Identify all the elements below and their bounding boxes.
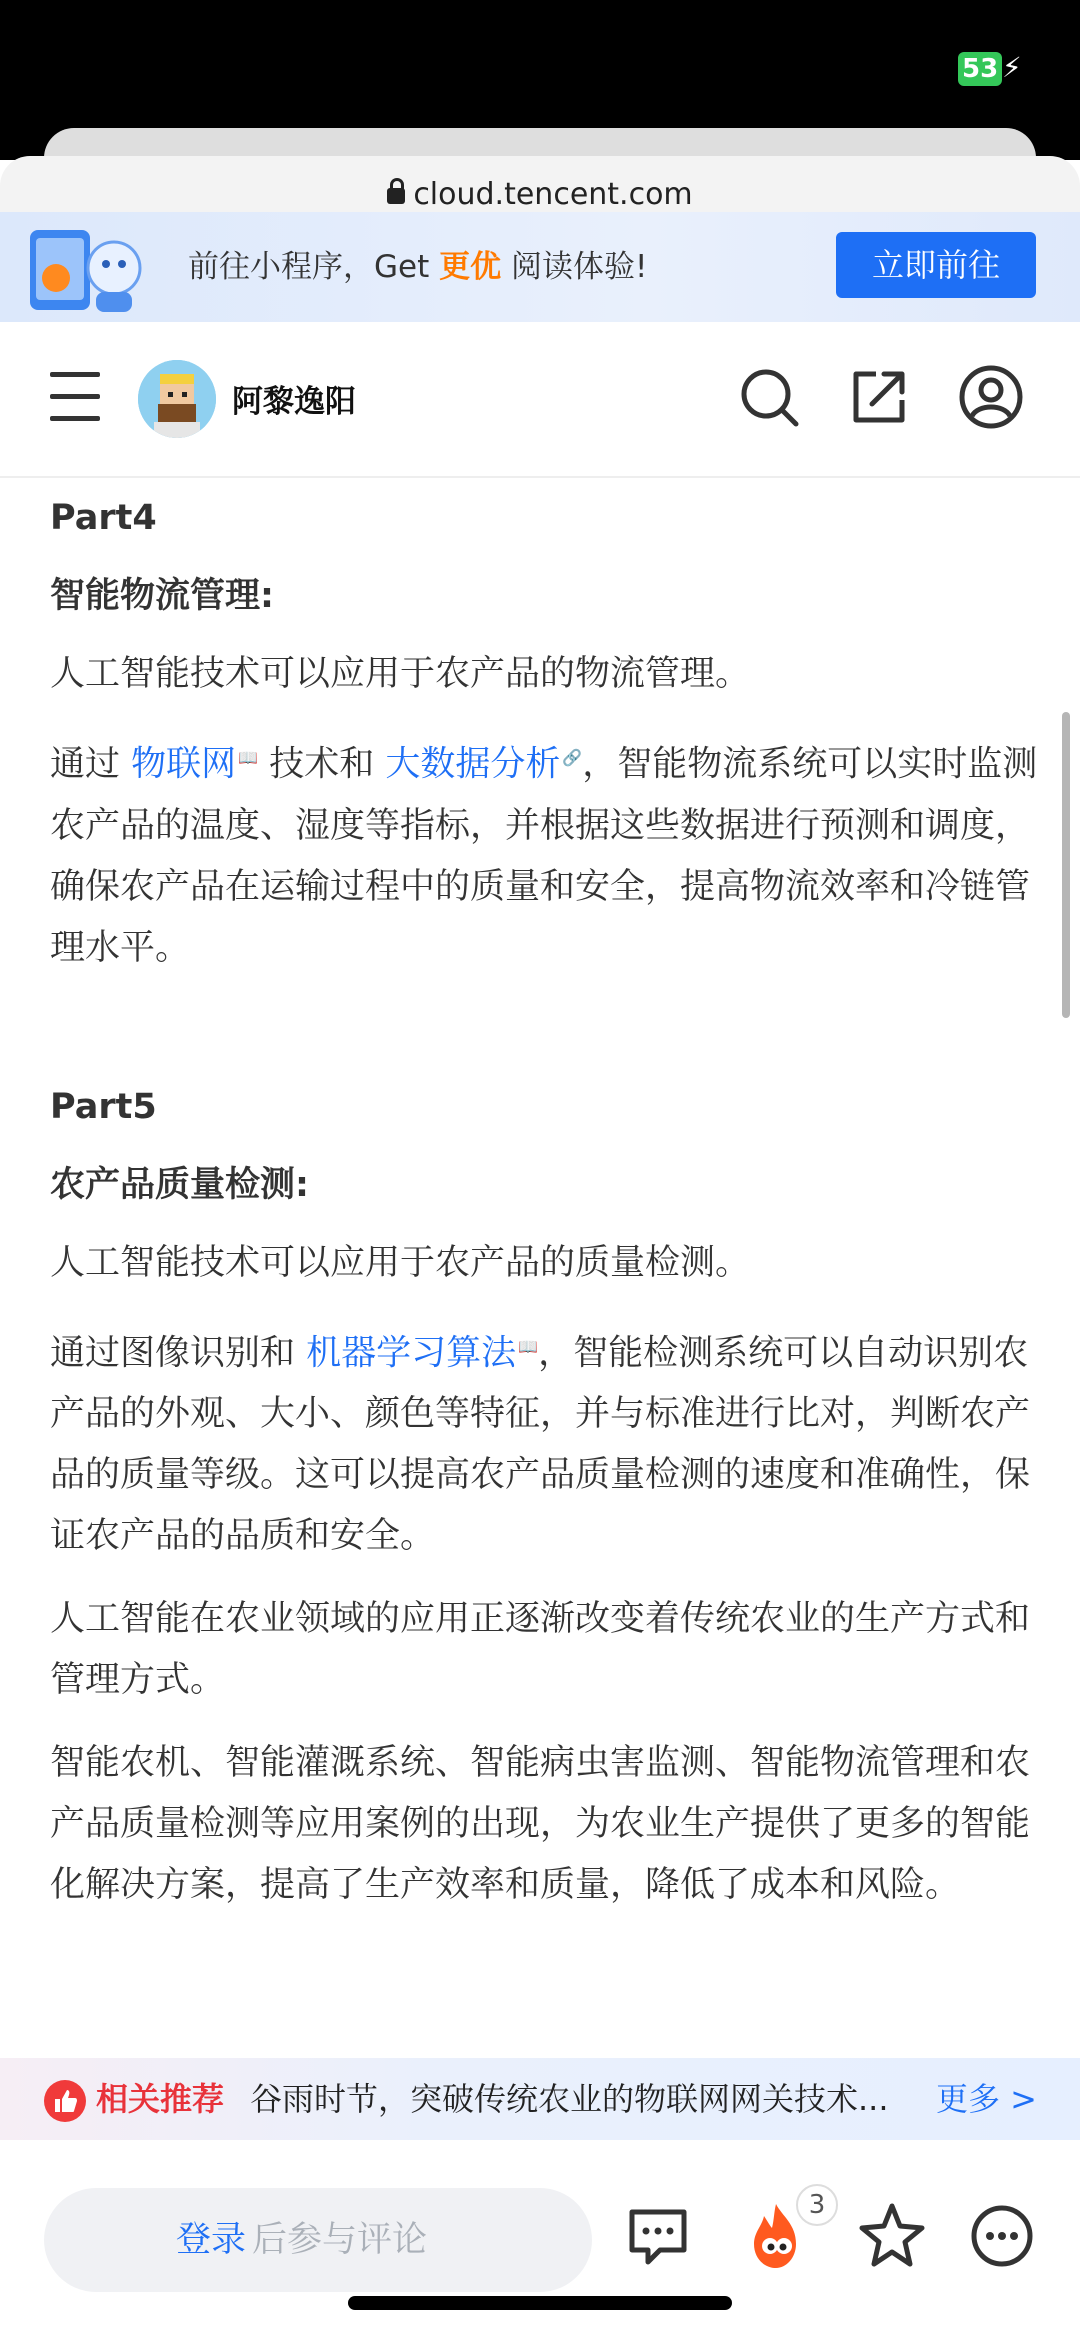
related-label: 相关推荐 <box>96 2080 225 2118</box>
paragraph: 人工智能技术可以应用于农产品的物流管理。 <box>50 654 751 694</box>
paragraph: 智能农机、智能灌溉系统、智能病虫害监测、智能物流管理和农产品质量检测等应用案例的出现，为农业生产提供了更多的智能化解决方案，提高了生产效率和质量，降低了成本和风险。 <box>50 1743 1031 1906</box>
search-icon[interactable] <box>736 364 802 430</box>
menu-icon[interactable] <box>50 372 102 424</box>
go-now-button[interactable]: 立即前往 <box>836 232 1036 298</box>
more-icon[interactable] <box>964 2198 1040 2274</box>
related-recommendation-bar[interactable] <box>0 2058 1080 2140</box>
fire-count-badge: 3 <box>796 2184 838 2226</box>
comment-icon[interactable] <box>620 2198 696 2274</box>
battery-indicator: 53 <box>958 52 1002 86</box>
link-machine-learning[interactable]: 机器学习算法 <box>306 1333 517 1374</box>
url-text: cloud.tencent.com <box>413 177 693 212</box>
link-iot[interactable]: 物联网 <box>131 744 237 785</box>
site-header <box>0 322 1080 478</box>
link-icon: 🔗 <box>562 748 583 767</box>
article-body <box>50 478 1040 1916</box>
subheading-logistics: 智能物流管理: <box>50 576 274 616</box>
book-icon: 📖 <box>238 748 259 767</box>
scrollbar[interactable] <box>1062 712 1070 1018</box>
user-icon[interactable] <box>958 364 1024 430</box>
book-icon: 📖 <box>518 1336 539 1356</box>
link-big-data-analysis[interactable]: 大数据分析 <box>385 744 561 785</box>
star-icon[interactable] <box>854 2198 930 2274</box>
paragraph-text: ，智能物流系统可以实时监测农产品的温度、湿度等指标，并根据这些数据进行预测和调度，确保农产品在运输过程中的质量和安全，提高物流效率和冷链管理水平。 <box>50 744 1038 968</box>
avatar[interactable] <box>138 360 216 438</box>
promo-highlight: 更优 <box>439 249 502 285</box>
author-name[interactable]: 阿黎逸阳 <box>232 384 356 420</box>
url-bar[interactable] <box>0 178 1080 212</box>
paragraph-text: 通过 <box>50 744 132 785</box>
lock-icon <box>387 188 405 204</box>
comment-placeholder: 后参与评论 <box>252 2220 428 2260</box>
subheading-quality-inspection: 农产品质量检测: <box>50 1164 309 1205</box>
paragraph: 人工智能技术可以应用于农产品的质量检测。 <box>50 1242 751 1283</box>
share-icon[interactable] <box>846 364 912 430</box>
related-article-title[interactable]: 谷雨时节，突破传统农业的物联网网关技术... <box>250 2080 889 2118</box>
mini-program-illustration-icon <box>22 222 162 318</box>
paragraph <box>50 727 1040 979</box>
promo-text <box>188 212 647 322</box>
paragraph: 人工智能在农业领域的应用正逐渐改变着传统农业的生产方式和管理方式。 <box>50 1599 1031 1701</box>
section-heading-part5: Part5 <box>50 1086 157 1127</box>
paragraph-text: 通过图像识别和 <box>50 1333 307 1374</box>
home-indicator <box>348 2296 732 2310</box>
thumbs-up-icon <box>44 2080 86 2122</box>
charging-icon: ⚡ <box>1002 51 1022 84</box>
paragraph <box>50 1316 1040 1568</box>
paragraph-text: 技术和 <box>258 744 386 785</box>
promo-text-prefix: 前往小程序，Get <box>188 249 440 285</box>
paragraph-text: ，智能检测系统可以自动识别农产品的外观、大小、颜色等特征，并与标准进行比对，判断农产品的质量等级。这可以提高农产品质量检测的速度和准确性，保证农产品的品质和安全。 <box>50 1333 1031 1557</box>
section-heading-part4: Part4 <box>50 498 157 538</box>
related-more-link[interactable]: 更多 > <box>936 2080 1037 2118</box>
login-link[interactable]: 登录 <box>176 2220 247 2260</box>
promo-text-suffix: 阅读体验! <box>501 249 648 285</box>
comment-input[interactable] <box>44 2188 592 2292</box>
